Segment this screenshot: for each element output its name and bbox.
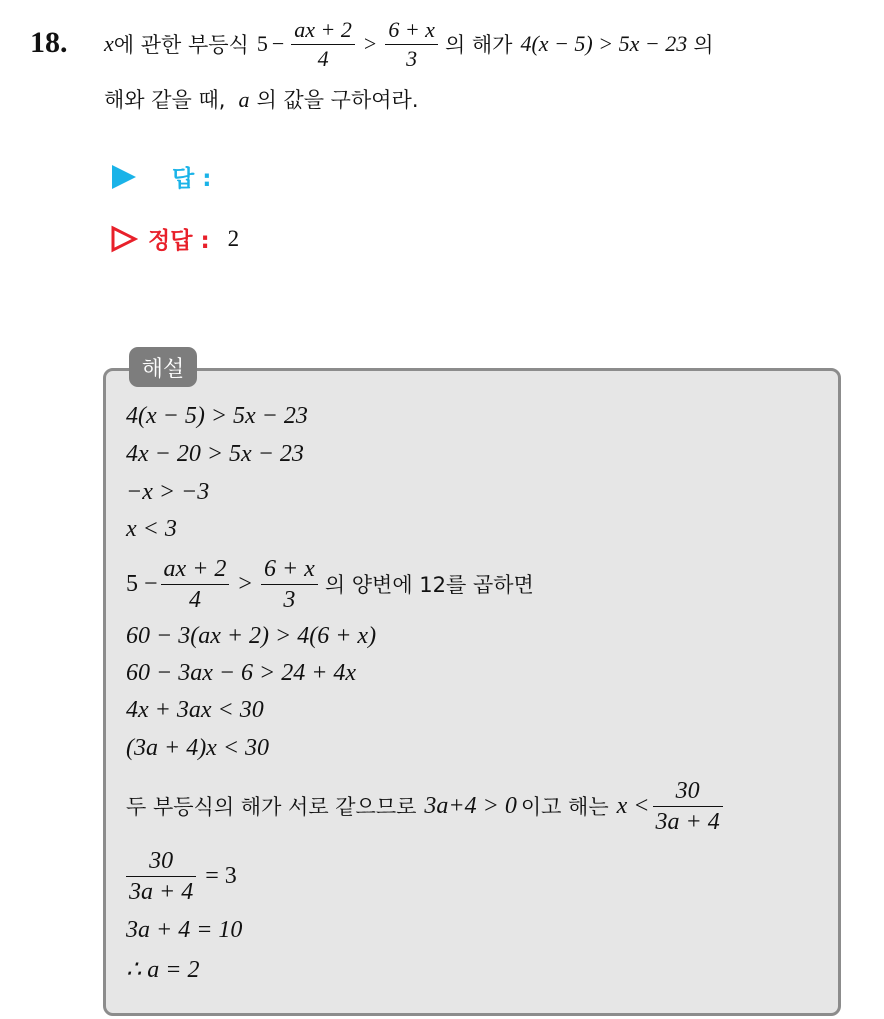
question-line-2 — [104, 84, 419, 114]
solution-line-3: −x > −3 — [126, 479, 210, 505]
answer-marker-icon — [110, 163, 138, 191]
solution-line-10 — [126, 775, 726, 837]
solution-line-5-frac2-num: 6 + x — [261, 554, 318, 585]
solution-line-10-frac — [653, 776, 723, 837]
solution-line-8: 4x + 3ax < 30 — [126, 697, 264, 723]
question-line-1 — [104, 12, 714, 76]
correct-answer-row — [110, 222, 239, 255]
solution-line-1: 4(x − 5) > 5x − 23 — [126, 403, 308, 429]
solution-line-5-frac1 — [161, 554, 230, 615]
solution-line-5-gt: > — [238, 570, 252, 597]
solution-line-10-frac-num: 30 — [653, 776, 723, 807]
solution-line-5-frac2-den: 3 — [283, 586, 296, 613]
solution-content — [126, 395, 826, 1005]
question-number: 18. — [30, 26, 68, 59]
solution-line-11-frac — [126, 846, 196, 907]
solution-line-11-frac-num: 30 — [126, 846, 196, 877]
answer-label: 답 : — [172, 166, 212, 192]
solution-line-5-lhs: 5 − — [126, 570, 158, 597]
solution-line-11-rhs: = 3 — [205, 862, 237, 889]
solution-line-9: (3a + 4)x < 30 — [126, 735, 270, 761]
var-a: a — [238, 87, 250, 112]
question-text-4: 해와 같을 때, — [104, 88, 226, 112]
solution-line-5-frac1-num: ax + 2 — [161, 554, 230, 585]
solution-line-11 — [126, 845, 237, 907]
solution-line-7: 60 − 3ax − 6 > 24 + 4x — [126, 660, 357, 686]
question-text-5: 의 값을 구하여라. — [256, 88, 419, 112]
solution-line-10-frac-den: 3a + 4 — [655, 808, 720, 835]
solution-line-5-frac2 — [261, 554, 318, 615]
correct-value: 2 — [227, 225, 240, 251]
minus-sign: − — [271, 31, 285, 56]
solution-line-10-lhs: x < — [616, 792, 650, 819]
correct-label: 정답 : — [148, 228, 210, 254]
question-text-2: 의 해가 — [444, 33, 513, 57]
fraction-1-den: 4 — [317, 45, 329, 71]
correct-marker-icon — [110, 225, 138, 253]
answer-row — [110, 160, 221, 193]
gt-sign: > — [363, 31, 377, 56]
solution-line-12: 3a + 4 = 10 — [126, 917, 243, 943]
solution-line-5 — [126, 553, 534, 615]
fraction-2-num: 6 + x — [385, 16, 438, 45]
solution-tab: 해설 — [129, 347, 197, 387]
fraction-2 — [385, 16, 438, 72]
inequality-2: 4(x − 5) > 5x − 23 — [520, 31, 688, 56]
solution-line-4: x < 3 — [126, 516, 177, 542]
solution-line-6: 60 − 3(ax + 2) > 4(6 + x) — [126, 623, 377, 649]
const-5: 5 — [256, 31, 268, 56]
fraction-1-num: ax + 2 — [291, 16, 355, 45]
fraction-1 — [291, 16, 355, 72]
solution-line-13: ∴ a = 2 — [126, 957, 200, 983]
var-x: x — [104, 31, 114, 56]
solution-line-5-text: 의 양변에 12를 곱하면 — [324, 573, 534, 597]
solution-line-11-frac-den: 3a + 4 — [129, 878, 194, 905]
solution-line-10-cond: 3a+4 > 0 — [424, 792, 517, 819]
fraction-2-den: 3 — [406, 45, 418, 71]
question-text-3: 의 — [693, 33, 714, 57]
solution-line-10-text2: 이고 해는 — [520, 795, 609, 819]
solution-line-2: 4x − 20 > 5x − 23 — [126, 441, 304, 467]
solution-line-10-text: 두 부등식의 해가 서로 같으므로 — [126, 795, 417, 819]
solution-line-5-frac1-den: 4 — [188, 586, 201, 613]
question-text-1: 에 관한 부등식 — [113, 33, 249, 57]
